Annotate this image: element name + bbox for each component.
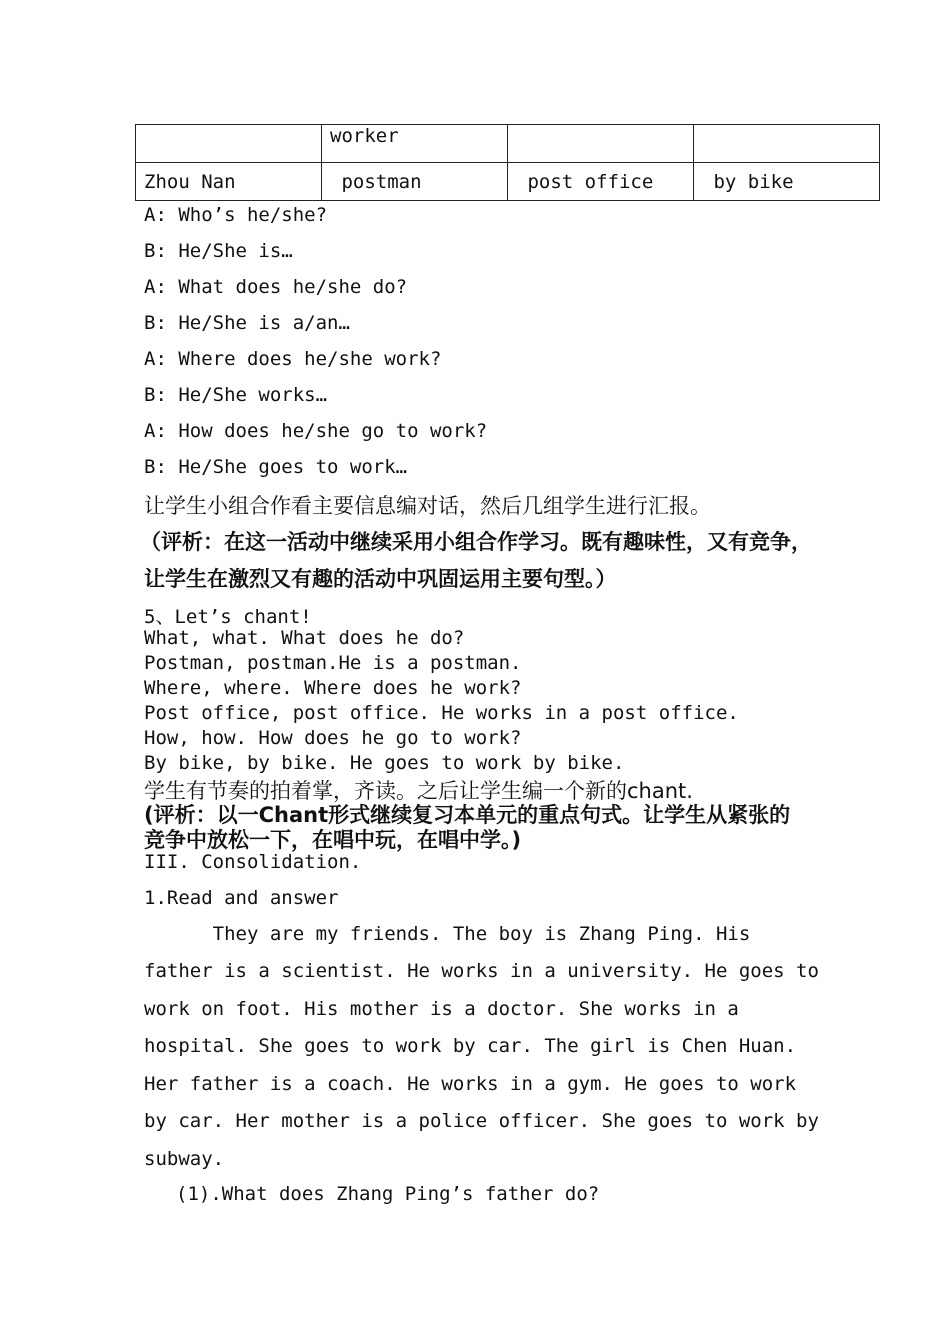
passage-line: father is a scientist. He works in a university. He goes to [144,960,819,982]
passage-line: hospital. She goes to work by car. The girl is Chen Huan. [144,1035,797,1057]
table-row [136,163,880,201]
table-cell: Zhou Nan [136,163,322,201]
table-cell: worker [322,125,508,163]
chant-line: By bike, by bike. He goes to work by bike. [144,752,625,774]
passage-line: They are my friends. The boy is Zhang Ping. His [144,923,751,945]
section-heading: III. Consolidation. [144,851,362,873]
comment-line: (评析：以一Chant形式继续复习本单元的重点句式。让学生从紧张的 [144,803,791,827]
passage-line: work on foot. His mother is a doctor. She works in a [144,998,739,1020]
comment-line: 竞争中放松一下，在唱中玩，在唱中学。) [144,828,522,852]
chant-instruction: 学生有节奏的拍着掌，齐读。之后让学生编一个新的chant. [144,779,693,803]
passage-line: subway. [144,1148,225,1170]
passage-line: Her father is a coach. He works in a gym. He goes to work [144,1073,797,1095]
group-instruction: 让学生小组合作看主要信息编对话，然后几组学生进行汇报。 [144,494,711,518]
chant-line: What, what. What does he do? [144,627,465,649]
dialogue-line: A: How does he/she go to work? [144,420,488,442]
comment-line: （评析：在这一活动中继续采用小组合作学习。既有趣味性，又有竞争， [140,530,812,554]
table-cell: postman [322,163,508,201]
chant-line: Post office, post office. He works in a post office. [144,702,739,724]
dialogue-line: B: He/She goes to work… [144,456,408,478]
chant-line: Postman, postman.He is a postman. [144,652,522,674]
dialogue-line: A: What does he/she do? [144,276,408,298]
question-line: (1).What does Zhang Ping’s father do? [176,1183,600,1205]
chant-heading: 5、Let’s chant! [144,606,312,628]
dialogue-line: A: Who’s he/she? [144,204,328,226]
chant-line: Where, where. Where does he work? [144,677,522,699]
dialogue-line: B: He/She is a/an… [144,312,350,334]
dialogue-line: B: He/She works… [144,384,328,406]
table-cell: post office [508,163,694,201]
table-row [136,125,880,163]
table-cell [694,125,880,163]
table-cell [136,125,322,163]
info-table [135,124,880,201]
table-cell: by bike [694,163,880,201]
passage-line: by car. Her mother is a police officer. She goes to work by [144,1110,819,1132]
dialogue-line: A: Where does he/she work? [144,348,442,370]
table-cell [508,125,694,163]
comment-line: 让学生在激烈又有趣的活动中巩固运用主要句型。） [144,567,617,591]
chant-line: How, how. How does he go to work? [144,727,522,749]
exercise-heading: 1.Read and answer [144,887,339,909]
dialogue-line: B: He/She is… [144,240,293,262]
